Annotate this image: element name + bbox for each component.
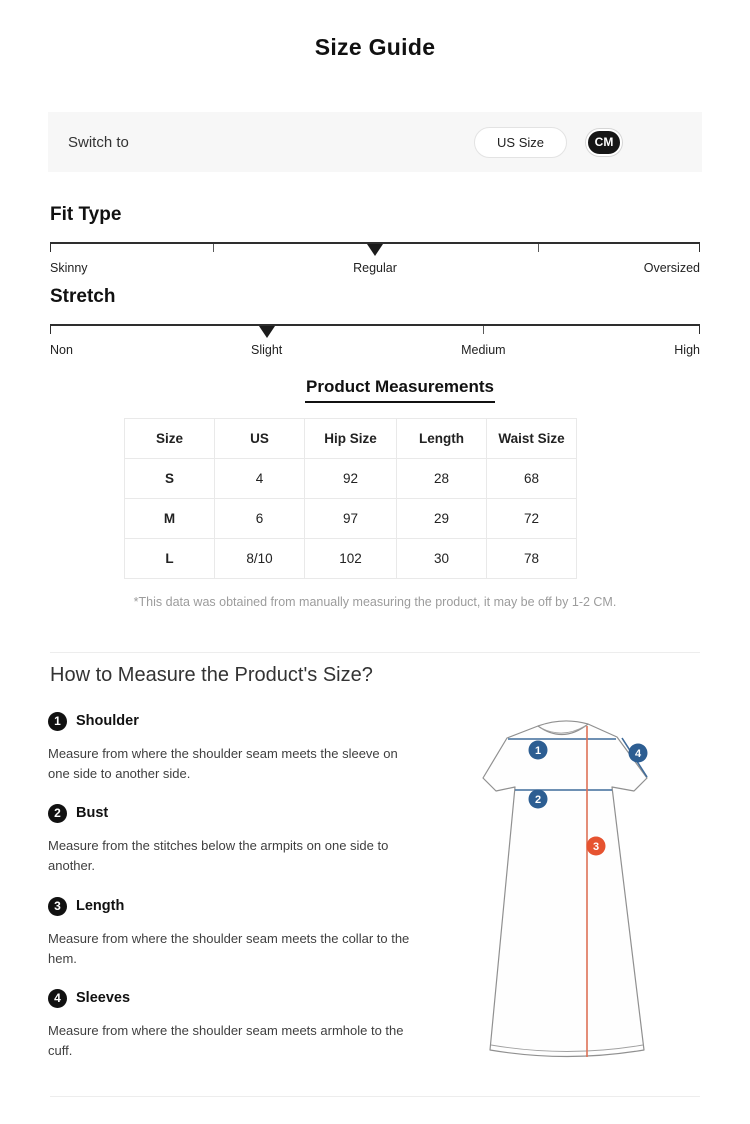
fit-type-title: Fit Type bbox=[50, 204, 122, 225]
fit-type-labels bbox=[50, 261, 700, 277]
diagram-marker-1 bbox=[529, 741, 548, 760]
table-header-row bbox=[125, 419, 577, 459]
cell-length: 28 bbox=[397, 459, 487, 499]
col-header-length: Length bbox=[397, 419, 487, 459]
measure-item-label: Bust bbox=[76, 805, 109, 821]
unit-switch-bar bbox=[48, 112, 702, 172]
measure-item-description: Measure from the stitches below the armpits on one side to another. bbox=[48, 838, 389, 873]
measure-item-shoulder bbox=[48, 711, 420, 783]
stretch-marker-triangle bbox=[259, 326, 275, 338]
number-badge-4: 4 bbox=[48, 989, 67, 1008]
diagram-marker-2 bbox=[529, 790, 548, 809]
product-measurements-title: Product Measurements bbox=[305, 377, 495, 403]
cell-hip: 92 bbox=[305, 459, 397, 499]
diagram-marker-4 bbox=[629, 744, 648, 763]
fit-type-marker-triangle bbox=[367, 244, 383, 256]
tick bbox=[50, 244, 51, 252]
tick bbox=[699, 244, 700, 252]
measure-item-sleeves bbox=[48, 988, 420, 1060]
cell-waist: 78 bbox=[487, 539, 577, 579]
stretch-label-high: High bbox=[674, 343, 700, 357]
tick bbox=[50, 326, 51, 334]
measure-item-label: Length bbox=[76, 898, 125, 914]
tick bbox=[538, 244, 539, 252]
cell-length: 30 bbox=[397, 539, 487, 579]
stretch-slider-track bbox=[50, 324, 700, 326]
measure-item-header bbox=[48, 711, 420, 731]
cell-us: 4 bbox=[215, 459, 305, 499]
measure-item-length bbox=[48, 896, 420, 968]
col-header-us: US bbox=[215, 419, 305, 459]
cell-size: L bbox=[125, 539, 215, 579]
table-row bbox=[125, 459, 577, 499]
col-header-size: Size bbox=[125, 419, 215, 459]
cell-hip: 97 bbox=[305, 499, 397, 539]
stretch-labels bbox=[50, 343, 700, 359]
fit-label-skinny: Skinny bbox=[50, 261, 88, 275]
cm-unit-toggle[interactable]: CM bbox=[586, 129, 622, 156]
measure-item-header bbox=[48, 803, 420, 823]
us-size-button[interactable]: US Size bbox=[474, 127, 567, 158]
tick bbox=[699, 326, 700, 334]
cell-size: S bbox=[125, 459, 215, 499]
number-badge-1: 1 bbox=[48, 712, 67, 731]
table-row bbox=[125, 539, 577, 579]
cell-hip: 102 bbox=[305, 539, 397, 579]
measure-item-description: Measure from where the shoulder seam meets the sleeve on one side to another side. bbox=[48, 746, 398, 781]
measure-item-bust bbox=[48, 803, 420, 875]
cell-waist: 72 bbox=[487, 499, 577, 539]
bottom-divider bbox=[50, 1096, 700, 1097]
fit-label-regular: Regular bbox=[353, 261, 397, 275]
stretch-label-slight: Slight bbox=[251, 343, 283, 357]
stretch-label-non: Non bbox=[50, 343, 73, 357]
page-title: Size Guide bbox=[314, 34, 436, 60]
tick bbox=[483, 326, 484, 334]
svg-text:2: 2 bbox=[534, 794, 542, 806]
measure-item-header bbox=[48, 896, 420, 916]
fit-label-oversized: Oversized bbox=[643, 261, 700, 275]
number-badge-3: 3 bbox=[48, 897, 67, 916]
svg-text:1: 1 bbox=[534, 745, 542, 757]
cell-length: 29 bbox=[397, 499, 487, 539]
measurement-disclaimer: *This data was obtained from manually measuring the product, it may be off by 1-2 CM. bbox=[133, 595, 617, 609]
dress-measure-diagram bbox=[470, 710, 670, 1065]
cell-us: 8/10 bbox=[215, 539, 305, 579]
cell-waist: 68 bbox=[487, 459, 577, 499]
measure-item-description: Measure from where the shoulder seam meets the collar to the hem. bbox=[48, 931, 410, 966]
stretch-title: Stretch bbox=[50, 286, 116, 307]
svg-text:4: 4 bbox=[634, 748, 642, 760]
measure-item-header bbox=[48, 988, 420, 1008]
measure-item-label: Shoulder bbox=[76, 713, 139, 729]
table-row bbox=[125, 499, 577, 539]
dress-outline bbox=[483, 721, 647, 1057]
tick bbox=[213, 244, 214, 252]
how-to-measure-title: How to Measure the Product's Size? bbox=[50, 664, 373, 686]
stretch-label-medium: Medium bbox=[461, 343, 506, 357]
section-divider bbox=[50, 652, 700, 653]
col-header-waist: Waist Size bbox=[487, 419, 577, 459]
svg-text:3: 3 bbox=[592, 841, 600, 853]
cell-size: M bbox=[125, 499, 215, 539]
diagram-marker-3 bbox=[587, 837, 606, 856]
col-header-hip: Hip Size bbox=[305, 419, 397, 459]
measure-item-label: Sleeves bbox=[76, 990, 131, 1006]
fit-type-slider-track bbox=[50, 242, 700, 244]
cell-us: 6 bbox=[215, 499, 305, 539]
measure-item-description: Measure from where the shoulder seam meets armhole to the cuff. bbox=[48, 1023, 404, 1058]
measurements-table bbox=[124, 418, 577, 579]
number-badge-2: 2 bbox=[48, 804, 67, 823]
product-measurements-heading-wrap bbox=[100, 377, 700, 403]
switch-to-label: Switch to bbox=[68, 133, 129, 151]
